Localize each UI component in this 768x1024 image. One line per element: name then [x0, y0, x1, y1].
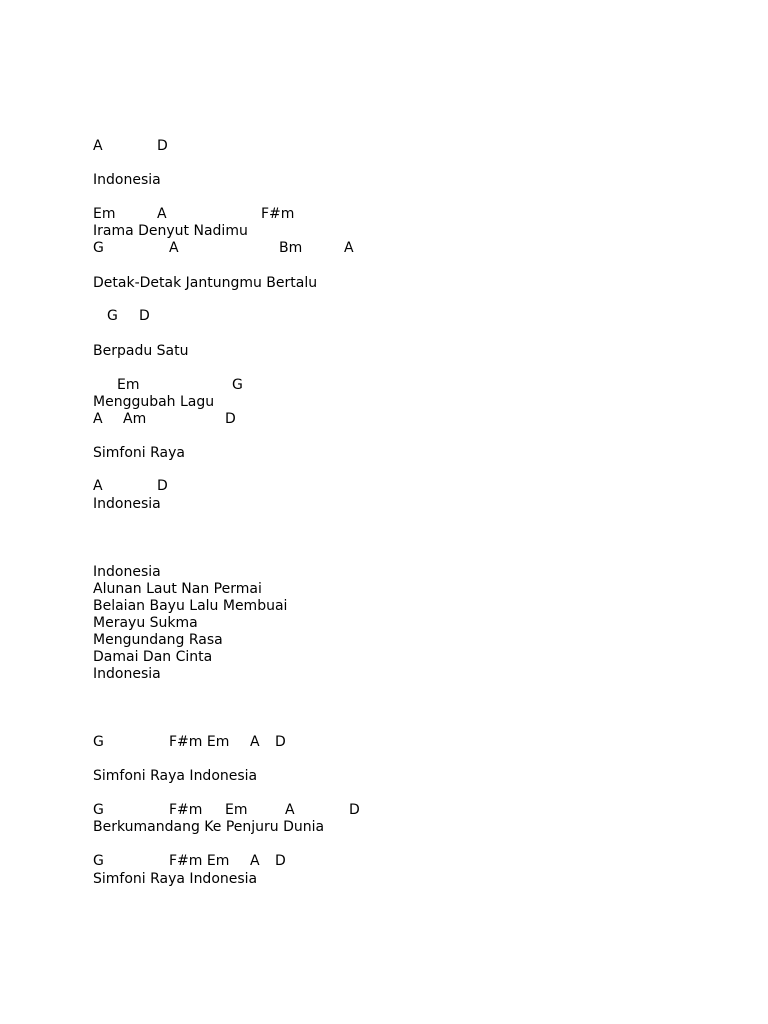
lyric-line: Simfoni Raya Indonesia: [93, 871, 258, 887]
chord: A: [250, 734, 260, 750]
chord-line: [93, 478, 168, 495]
lyric-line: Berpadu Satu: [93, 343, 189, 359]
lyric-line: Simfoni Raya: [93, 445, 185, 461]
chord-line: [93, 411, 236, 428]
chord: A: [169, 240, 179, 256]
chord-line: [93, 138, 168, 155]
chord-line: [93, 853, 286, 870]
chord-line: [93, 802, 360, 819]
chord: D: [139, 308, 150, 324]
chord: G: [93, 802, 104, 818]
chord: D: [275, 853, 286, 869]
chord: A: [285, 802, 295, 818]
chord: D: [275, 734, 286, 750]
chord: F#m Em: [169, 734, 230, 750]
chord: A: [93, 411, 103, 427]
chord: F#m Em: [169, 853, 230, 869]
chord: G: [107, 308, 118, 324]
chord: Em: [117, 377, 140, 393]
chord: A: [93, 138, 103, 154]
lyric-line: Detak-Detak Jantungmu Bertalu: [93, 275, 318, 291]
lyric-line: Indonesia: [93, 666, 161, 682]
chord: G: [232, 377, 243, 393]
lyric-line: Alunan Laut Nan Permai: [93, 581, 262, 597]
lyric-line: Belaian Bayu Lalu Membuai: [93, 598, 288, 614]
chord: F#m: [261, 206, 295, 222]
chord-line: [93, 206, 295, 223]
lyric-line: Indonesia: [93, 564, 161, 580]
lyric-line: Indonesia: [93, 172, 161, 188]
lyric-line: Simfoni Raya Indonesia: [93, 768, 258, 784]
chord: A: [250, 853, 260, 869]
lyric-line: Merayu Sukma: [93, 615, 198, 631]
chord: D: [157, 478, 168, 494]
chord: F#m: [169, 802, 203, 818]
chord: Bm: [279, 240, 303, 256]
chord: G: [93, 734, 104, 750]
chord: D: [157, 138, 168, 154]
chord-line: [93, 734, 286, 751]
lyric-line: Irama Denyut Nadimu: [93, 223, 248, 239]
chord: A: [157, 206, 167, 222]
chord: G: [93, 240, 104, 256]
chord-line: [93, 377, 243, 394]
lyric-line: Indonesia: [93, 496, 161, 512]
chord: Em: [225, 802, 248, 818]
chord: Am: [123, 411, 147, 427]
chord: G: [93, 853, 104, 869]
lyric-line: Menggubah Lagu: [93, 394, 215, 410]
chord: A: [93, 478, 103, 494]
lyric-line: Damai Dan Cinta: [93, 649, 213, 665]
chord: D: [225, 411, 236, 427]
lyric-line: Berkumandang Ke Penjuru Dunia: [93, 819, 325, 835]
chord-line: [93, 308, 150, 325]
chord-line: [93, 240, 354, 257]
chord: A: [344, 240, 354, 256]
chord: D: [349, 802, 360, 818]
lyric-line: Mengundang Rasa: [93, 632, 223, 648]
chord: Em: [93, 206, 116, 222]
